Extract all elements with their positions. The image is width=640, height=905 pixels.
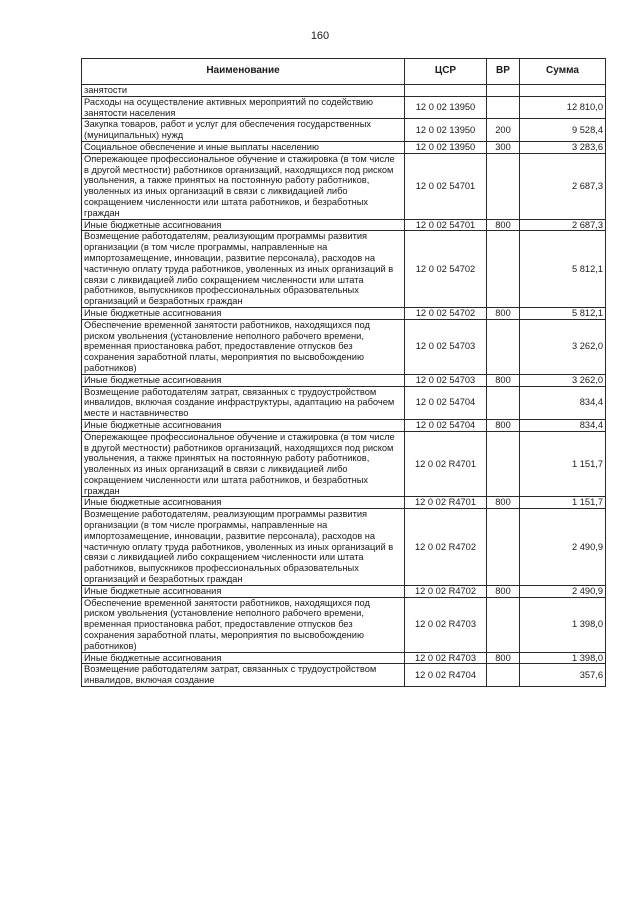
- cell-csr: 12 0 02 13950: [405, 119, 487, 142]
- table-row: [82, 307, 606, 319]
- cell-csr: 12 0 02 13950: [405, 141, 487, 153]
- cell-name: Опережающее профессиональное обучение и стажировка (в том числе в другой местности) работников организаций, находящихся под риском увольнения, а также принятых на постоянную работу работников, уволенных из иных организаций в связи с ликвидацией либо сокращением численности или штата работников, и безработных граждан: [82, 431, 405, 497]
- table-row: [82, 497, 606, 509]
- cell-name: Расходы на осуществление активных мероприятий по содействию занятости населения: [82, 96, 405, 119]
- cell-name: Опережающее профессиональное обучение и стажировка (в том числе в другой местности) работников организаций, находящихся под риском увольнения, а также принятых на постоянную работу работников, уволенных из иных организаций в связи с ликвидацией либо сокращением численности или штата работников, и безработных граждан: [82, 153, 405, 219]
- header-csr: ЦСР: [405, 59, 487, 85]
- page-number: 160: [310, 30, 330, 42]
- cell-sum: 3 262,0: [520, 374, 606, 386]
- cell-sum: 9 528,4: [520, 119, 606, 142]
- cell-vr: [487, 153, 520, 219]
- cell-vr: [487, 431, 520, 497]
- cell-vr: [487, 597, 520, 652]
- cell-sum: 2 687,3: [520, 219, 606, 231]
- cell-sum: 2 490,9: [520, 585, 606, 597]
- table-row: [82, 85, 606, 97]
- table-row: [82, 319, 606, 374]
- budget-table: [81, 58, 606, 687]
- cell-name: Иные бюджетные ассигнования: [82, 419, 405, 431]
- cell-name: Иные бюджетные ассигнования: [82, 652, 405, 664]
- cell-vr: 800: [487, 374, 520, 386]
- cell-sum: [520, 85, 606, 97]
- cell-csr: 12 0 02 54702: [405, 231, 487, 308]
- cell-csr: 12 0 02 R4703: [405, 652, 487, 664]
- cell-name: Возмещение работодателям, реализующим программы развития организации (в том числе программы, направленные на импортозамещение, инновации, развитие персонала), расходов на частичную оплату труда работников, уволенных из иных организаций в связи с ликвидацией либо сокращением численности или штата работников, выпускников профессиональных образовательных организаций и безработных граждан: [82, 231, 405, 308]
- header-sum: Сумма: [520, 59, 606, 85]
- table-row: [82, 96, 606, 119]
- table-row: [82, 231, 606, 308]
- cell-csr: 12 0 02 54701: [405, 153, 487, 219]
- cell-csr: 12 0 02 54704: [405, 419, 487, 431]
- cell-csr: 12 0 02 54704: [405, 386, 487, 419]
- table-row: [82, 664, 606, 687]
- cell-sum: 2 687,3: [520, 153, 606, 219]
- cell-sum: 1 398,0: [520, 652, 606, 664]
- cell-vr: [487, 85, 520, 97]
- cell-vr: [487, 319, 520, 374]
- cell-csr: 12 0 02 54703: [405, 319, 487, 374]
- table-row: [82, 119, 606, 142]
- cell-name: Закупка товаров, работ и услуг для обеспечения государственных (муниципальных) нужд: [82, 119, 405, 142]
- cell-csr: [405, 85, 487, 97]
- cell-vr: 800: [487, 497, 520, 509]
- table-row: [82, 386, 606, 419]
- cell-vr: [487, 386, 520, 419]
- cell-name: Иные бюджетные ассигнования: [82, 219, 405, 231]
- cell-sum: 1 398,0: [520, 597, 606, 652]
- cell-vr: 800: [487, 585, 520, 597]
- cell-vr: 800: [487, 219, 520, 231]
- cell-vr: [487, 664, 520, 687]
- cell-sum: 834,4: [520, 419, 606, 431]
- cell-name: занятости: [82, 85, 405, 97]
- cell-vr: 200: [487, 119, 520, 142]
- table-row: [82, 153, 606, 219]
- table-row: [82, 374, 606, 386]
- table-row: [82, 431, 606, 497]
- cell-sum: 2 490,9: [520, 509, 606, 586]
- table-row: [82, 597, 606, 652]
- cell-sum: 3 283,6: [520, 141, 606, 153]
- cell-name: Обеспечение временной занятости работников, находящихся под риском увольнения (установление неполного рабочего времени, временная приостановка работ, предоставление отпусков без сохранения заработной платы, мероприятия по высвобождению работников): [82, 597, 405, 652]
- cell-vr: 800: [487, 307, 520, 319]
- table-header-row: [82, 59, 606, 85]
- header-name: Наименование: [82, 59, 405, 85]
- table-row: [82, 219, 606, 231]
- cell-vr: 800: [487, 419, 520, 431]
- cell-name: Возмещение работодателям затрат, связанных с трудоустройством инвалидов, включая создание инфраструктуры, адаптацию на рабочем месте и наставничество: [82, 386, 405, 419]
- cell-sum: 5 812,1: [520, 231, 606, 308]
- cell-csr: 12 0 02 R4702: [405, 509, 487, 586]
- cell-name: Обеспечение временной занятости работников, находящихся под риском увольнения (установление неполного рабочего времени, временная приостановка работ, предоставление отпусков без сохранения заработной платы, мероприятия по высвобождению работников): [82, 319, 405, 374]
- table-row: [82, 509, 606, 586]
- cell-csr: 12 0 02 54703: [405, 374, 487, 386]
- cell-csr: 12 0 02 R4701: [405, 497, 487, 509]
- cell-vr: 300: [487, 141, 520, 153]
- cell-sum: 1 151,7: [520, 431, 606, 497]
- table-row: [82, 652, 606, 664]
- cell-vr: [487, 509, 520, 586]
- cell-name: Иные бюджетные ассигнования: [82, 585, 405, 597]
- cell-name: Иные бюджетные ассигнования: [82, 497, 405, 509]
- cell-sum: 834,4: [520, 386, 606, 419]
- cell-name: Иные бюджетные ассигнования: [82, 307, 405, 319]
- cell-csr: 12 0 02 R4704: [405, 664, 487, 687]
- cell-csr: 12 0 02 R4703: [405, 597, 487, 652]
- table-body: [82, 85, 606, 687]
- cell-sum: 3 262,0: [520, 319, 606, 374]
- cell-vr: 800: [487, 652, 520, 664]
- cell-name: Возмещение работодателям, реализующим программы развития организации (в том числе программы, направленные на импортозамещение, инновации, развитие персонала), расходов на частичную оплату труда работников, уволенных из иных организаций в связи с ликвидацией либо сокращением численности или штата работников, выпускников профессиональных образовательных организаций и безработных граждан: [82, 509, 405, 586]
- cell-vr: [487, 96, 520, 119]
- cell-name: Возмещение работодателям затрат, связанных с трудоустройством инвалидов, включая создание: [82, 664, 405, 687]
- header-vr: ВР: [487, 59, 520, 85]
- cell-csr: 12 0 02 54702: [405, 307, 487, 319]
- cell-sum: 12 810,0: [520, 96, 606, 119]
- cell-name: Иные бюджетные ассигнования: [82, 374, 405, 386]
- table-row: [82, 585, 606, 597]
- table-row: [82, 419, 606, 431]
- cell-vr: [487, 231, 520, 308]
- table-row: [82, 141, 606, 153]
- cell-csr: 12 0 02 R4701: [405, 431, 487, 497]
- cell-sum: 357,6: [520, 664, 606, 687]
- cell-sum: 1 151,7: [520, 497, 606, 509]
- cell-csr: 12 0 02 13950: [405, 96, 487, 119]
- cell-csr: 12 0 02 54701: [405, 219, 487, 231]
- cell-name: Социальное обеспечение и иные выплаты населению: [82, 141, 405, 153]
- cell-sum: 5 812,1: [520, 307, 606, 319]
- cell-csr: 12 0 02 R4702: [405, 585, 487, 597]
